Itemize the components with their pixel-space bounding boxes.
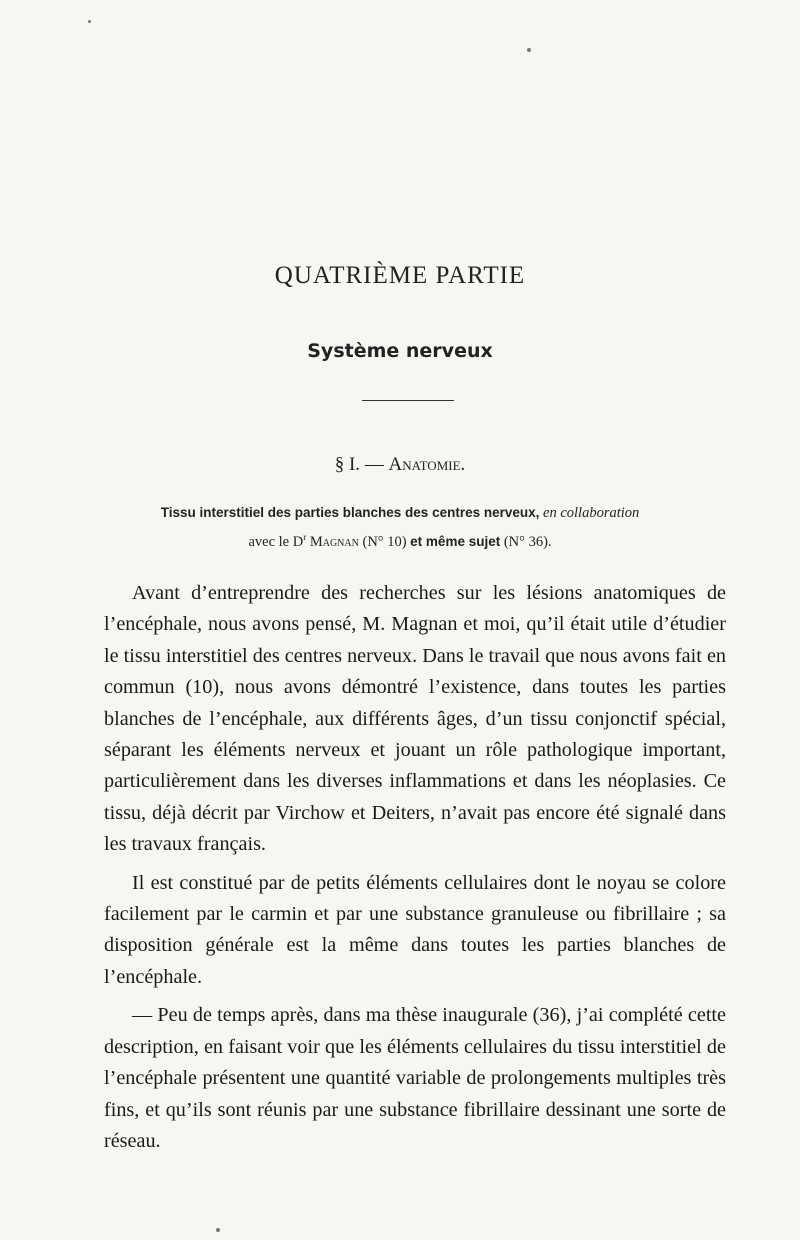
subtitle-line-1 <box>0 501 800 525</box>
paragraph: Il est constitué par de petits éléments cellulaires dont le noyau se colore facilement par le carmin et par une substance granuleuse ou fibrillaire ; sa disposition générale est la même dans toutes les parties blanches de l’encéphale. <box>104 871 726 988</box>
article-subtitle <box>0 501 800 554</box>
speck <box>527 48 531 52</box>
speck <box>216 1228 220 1232</box>
subtitle-bold-2: et même sujet <box>410 533 501 549</box>
chapter-title: Anatomie. <box>388 454 466 475</box>
subtitle-bold: Tissu interstitiel des parties blanches des centres nerveux, <box>160 505 540 520</box>
subtitle-italic: en collaboration <box>543 505 640 521</box>
subtitle-prefix: avec le D <box>248 533 304 550</box>
section-title: Système nerveux <box>307 340 493 362</box>
paragraph: Avant d’entreprendre des recherches sur les lésions anatomiques de l’encéphale, nous avons pensé, M. Magnan et moi, qu’il était utile d’étudier le tissu interstitiel des centres nerveux. Dans le travail que nous avons fait en commun (10), nous avons démontré l’existence, dans toutes les parties blanches de l’encéphale, aux différents âges, d’un tissu conjonctif spécial, séparant les éléments nerveux et jouant un rôle pathologique important, particulièrement dans les diverses inflammations et dans les néoplasies. Ce tissu, déjà décrit par Virchow et Deiters, n’avait pas encore été signalé dans les travaux français. <box>104 582 726 856</box>
speck <box>88 20 91 23</box>
part-title: QUATRIÈME PARTIE <box>274 262 526 289</box>
subtitle-line-2 <box>0 525 800 554</box>
subtitle-author: Magnan <box>309 533 359 550</box>
body-text <box>104 578 726 1164</box>
divider-rule <box>362 400 454 401</box>
subtitle-ref-2: (N° 36). <box>503 533 552 550</box>
subtitle-sup: r <box>303 532 307 542</box>
paragraph: — Peu de temps après, dans ma thèse inaugurale (36), j’ai complété cette description, en faisant voir que les éléments cellulaires du tissu interstitiel de l’encéphale présentent une quantité variable de prolongements multiples très fins, et qu’ils sont réunis par une substance fibrillaire dessinant une sorte de réseau. <box>104 1004 726 1152</box>
chapter-number: § I. — <box>334 454 384 475</box>
chapter-heading <box>0 454 800 476</box>
subtitle-ref-1: (N° 10) <box>362 533 407 550</box>
